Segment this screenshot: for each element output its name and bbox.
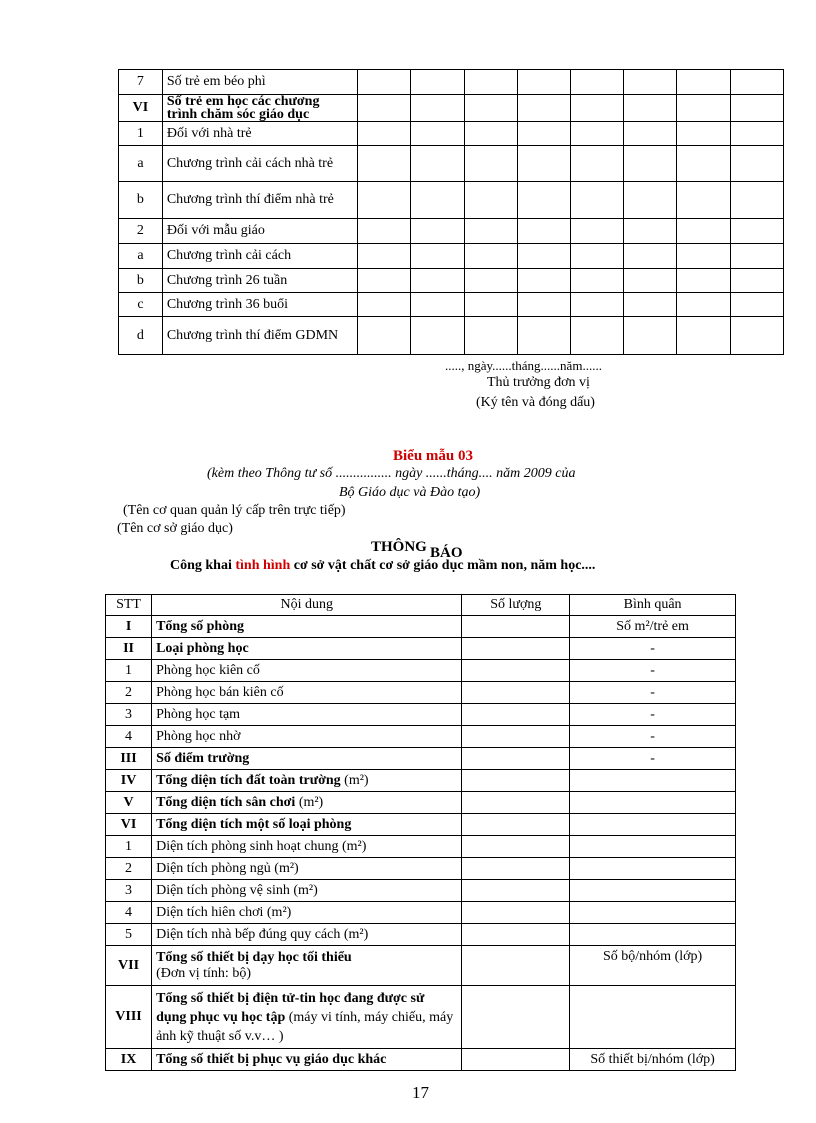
row-number: 7: [119, 70, 163, 95]
content-unit: (máy vi tính, máy chiếu, máy ảnh kỹ thuật số v.v… ): [156, 1009, 454, 1044]
heading-text-1: Công khai: [170, 558, 236, 573]
table-row: [119, 146, 784, 182]
cell-content: Tổng diện tích một số loại phòng: [152, 814, 462, 836]
content-unit: (Đơn vị tính: bộ): [156, 965, 251, 981]
cell-average: [570, 924, 736, 946]
facilities-table: [105, 594, 736, 1071]
cell-average: [570, 770, 736, 792]
cell-quantity: [462, 726, 570, 748]
notice-heading: [170, 558, 595, 574]
cell-quantity: [462, 1049, 570, 1071]
table-row: [106, 660, 736, 682]
agency-name: (Tên cơ quan quản lý cấp trên trực tiếp): [123, 503, 346, 518]
cell-stt: IX: [106, 1049, 152, 1071]
content-main: Tổng số thiết bị dạy học tối thiểu: [156, 949, 352, 965]
cell-quantity: [462, 814, 570, 836]
cell-average: [570, 836, 736, 858]
table-row: [106, 814, 736, 836]
table-header-row: [106, 595, 736, 616]
cell-quantity: [462, 748, 570, 770]
row-number: b: [119, 269, 163, 293]
table-row: [119, 317, 784, 355]
table-row: [119, 219, 784, 244]
row-text: Số trẻ em học các chương trình chăm sóc giáo dục: [162, 95, 357, 122]
cell-quantity: [462, 946, 570, 986]
row-number: b: [119, 182, 163, 219]
cell-content: Phòng học kiên cố: [152, 660, 462, 682]
header-average: Bình quân: [570, 595, 736, 616]
header-content: Nội dung: [152, 595, 462, 616]
cell-average: -: [570, 704, 736, 726]
signature-date-line: ....., ngày......tháng......năm......: [445, 358, 602, 373]
table-row: [106, 726, 736, 748]
row-text: Chương trình cải cách nhà trẻ: [162, 146, 357, 182]
form-subtitle-line2: Bộ Giáo dục và Đào tạo): [339, 485, 481, 500]
table-row: [106, 836, 736, 858]
heading-highlight: tình hình: [235, 558, 291, 573]
row-text: Đối với mẫu giáo: [162, 219, 357, 244]
content-unit: (m²): [295, 794, 324, 810]
cell-content: Diện tích nhà bếp đúng quy cách (m²): [152, 924, 462, 946]
row-number: 2: [119, 219, 163, 244]
table-row: [119, 182, 784, 219]
cell-stt: 5: [106, 924, 152, 946]
cell-average: [570, 814, 736, 836]
heading-text-2: cơ sở vật chất cơ sở giáo dục mầm non, năm học....: [290, 558, 596, 573]
cell-quantity: [462, 770, 570, 792]
row-text: Chương trình 36 buổi: [162, 293, 357, 317]
table-row: [106, 682, 736, 704]
cell-quantity: [462, 924, 570, 946]
cell-content: Diện tích hiên chơi (m²): [152, 902, 462, 924]
cell-content: [152, 946, 462, 986]
header-quantity: Số lượng: [462, 595, 570, 616]
row-text: Đối với nhà trẻ: [162, 122, 357, 146]
row-text: Chương trình cải cách: [162, 244, 357, 269]
form-subtitle-line1: (kèm theo Thông tư số ................ ngày ......tháng.... năm 2009 của: [207, 466, 576, 481]
cell-content: [152, 986, 462, 1049]
cell-average: -: [570, 660, 736, 682]
table-row: [106, 792, 736, 814]
table-row: [106, 880, 736, 902]
school-name: (Tên cơ sở giáo dục): [117, 521, 233, 536]
cell-content: Tổng số thiết bị phục vụ giáo dục khác: [152, 1049, 462, 1071]
table-row: [119, 95, 784, 122]
cell-average: [570, 792, 736, 814]
table-row: [106, 986, 736, 1049]
row-number: d: [119, 317, 163, 355]
table-row: [106, 1049, 736, 1071]
cell-average: -: [570, 726, 736, 748]
cell-stt: 3: [106, 880, 152, 902]
cell-stt: IV: [106, 770, 152, 792]
cell-quantity: [462, 638, 570, 660]
cell-content: Loại phòng học: [152, 638, 462, 660]
cell-content: [152, 770, 462, 792]
row-number: VI: [119, 95, 163, 122]
row-number: a: [119, 244, 163, 269]
table-row: [119, 70, 784, 95]
row-text: Chương trình thí điểm nhà trẻ: [162, 182, 357, 219]
cell-quantity: [462, 616, 570, 638]
row-text: Số trẻ em béo phì: [162, 70, 357, 95]
cell-quantity: [462, 986, 570, 1049]
cell-quantity: [462, 836, 570, 858]
table-row: [106, 858, 736, 880]
signature-note: (Ký tên và đóng dấu): [476, 395, 595, 410]
notice-title-part2: BÁO: [430, 545, 463, 561]
cell-content: Diện tích phòng sinh hoạt chung (m²): [152, 836, 462, 858]
cell-stt: 1: [106, 836, 152, 858]
header-stt: STT: [106, 595, 152, 616]
cell-content: Phòng học tạm: [152, 704, 462, 726]
cell-quantity: [462, 858, 570, 880]
table-row: [106, 770, 736, 792]
content-main: Tổng số thiết bị điện tử-tin học đang được sử dụng phục vụ học tập: [156, 990, 425, 1025]
page-number: 17: [412, 1083, 429, 1102]
cell-average: Số bộ/nhóm (lớp): [570, 946, 736, 986]
cell-stt: 3: [106, 704, 152, 726]
content-unit: (m²): [340, 772, 369, 788]
cell-stt: VIII: [106, 986, 152, 1049]
form-title: Biểu mẫu 03: [393, 448, 474, 464]
cell-stt: VII: [106, 946, 152, 986]
row-number: a: [119, 146, 163, 182]
row-number: c: [119, 293, 163, 317]
cell-stt: 4: [106, 902, 152, 924]
cell-stt: VI: [106, 814, 152, 836]
students-program-table: [118, 69, 784, 355]
cell-content: Tổng số phòng: [152, 616, 462, 638]
cell-stt: III: [106, 748, 152, 770]
cell-stt: I: [106, 616, 152, 638]
cell-content: Số điểm trường: [152, 748, 462, 770]
cell-quantity: [462, 902, 570, 924]
table-row: [106, 902, 736, 924]
cell-content: Phòng học bán kiên cố: [152, 682, 462, 704]
table-row: [106, 748, 736, 770]
cell-average: Số thiết bị/nhóm (lớp): [570, 1049, 736, 1071]
cell-average: -: [570, 638, 736, 660]
cell-quantity: [462, 660, 570, 682]
cell-average: [570, 858, 736, 880]
cell-content: [152, 792, 462, 814]
content-main: Tổng diện tích đất toàn trường: [156, 772, 341, 788]
cell-stt: V: [106, 792, 152, 814]
row-text: Chương trình thí điểm GDMN: [162, 317, 357, 355]
cell-stt: 1: [106, 660, 152, 682]
cell-average: [570, 880, 736, 902]
cell-quantity: [462, 704, 570, 726]
cell-average: Số m²/trẻ em: [570, 616, 736, 638]
cell-quantity: [462, 792, 570, 814]
table-row: [119, 122, 784, 146]
row-number: 1: [119, 122, 163, 146]
table-row: [106, 946, 736, 986]
cell-quantity: [462, 880, 570, 902]
row-text: Chương trình 26 tuần: [162, 269, 357, 293]
table-row: [119, 293, 784, 317]
cell-stt: 2: [106, 682, 152, 704]
table-row: [106, 638, 736, 660]
cell-stt: 2: [106, 858, 152, 880]
table-row: [106, 924, 736, 946]
cell-content: Diện tích phòng ngủ (m²): [152, 858, 462, 880]
signature-title: Thủ trưởng đơn vị: [487, 375, 590, 390]
cell-average: [570, 986, 736, 1049]
table-row: [119, 244, 784, 269]
content-main: Tổng diện tích sân chơi: [156, 794, 296, 810]
table-row: [106, 704, 736, 726]
cell-stt: 4: [106, 726, 152, 748]
cell-content: Phòng học nhờ: [152, 726, 462, 748]
cell-average: -: [570, 748, 736, 770]
notice-title-part1: THÔNG: [371, 539, 427, 555]
cell-average: [570, 902, 736, 924]
cell-average: -: [570, 682, 736, 704]
table-row: [119, 269, 784, 293]
cell-stt: II: [106, 638, 152, 660]
table-row: [106, 616, 736, 638]
cell-quantity: [462, 682, 570, 704]
cell-content: Diện tích phòng vệ sinh (m²): [152, 880, 462, 902]
